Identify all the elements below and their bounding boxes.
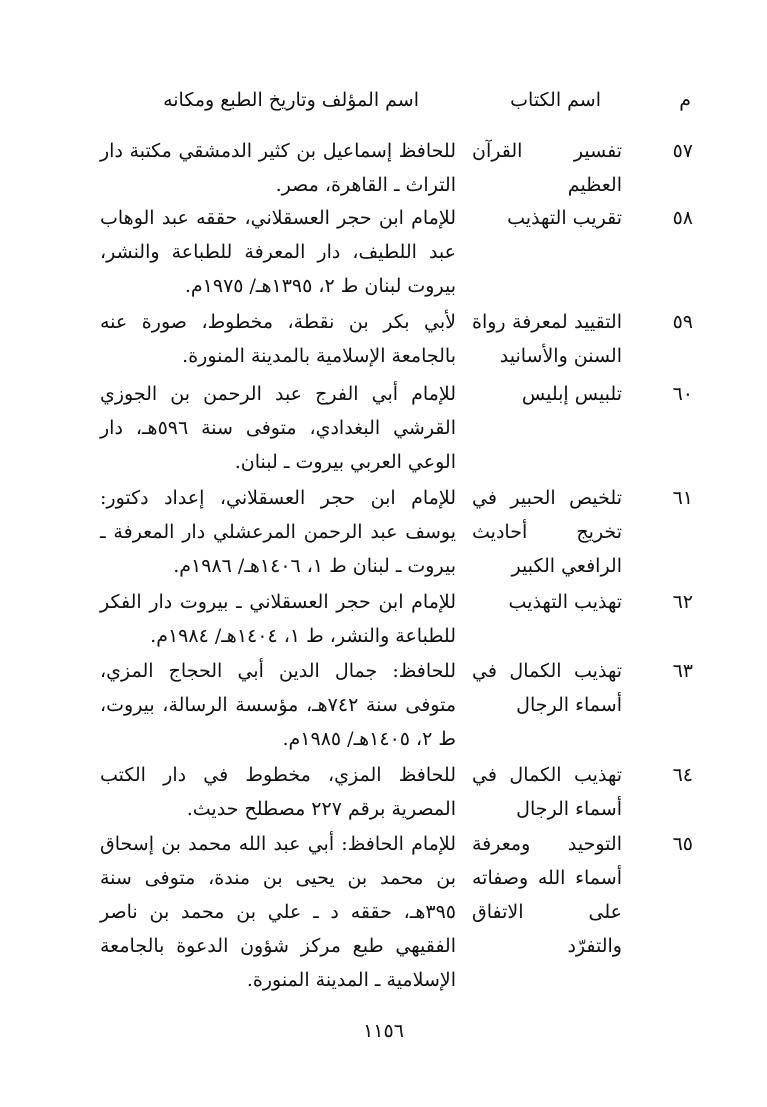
entry-number: ٦٤	[672, 764, 693, 786]
entry-book-title: تلبيس إبليس	[521, 383, 622, 405]
entry-book-title: تهذيب الكمال في أسماء الرجال	[472, 764, 622, 820]
entry-author-details: للإمام ابن حجر العسقلاني، إعداد دكتور: يوسف عبد الرحمن المرعشلي دار المعرفة ـ بيروت ـ لبنان ط ١، ١٤٠٦هـ/ ١٩٨٦م.	[100, 487, 456, 577]
entry-number: ٥٧	[672, 140, 693, 162]
entry-number: ٦٢	[672, 591, 693, 613]
table-row	[0, 377, 767, 481]
entry-number: ٦١	[672, 487, 693, 509]
entry-book-title: تهذيب التهذيب	[508, 591, 622, 613]
page-number: ١١٥٦	[363, 1020, 404, 1042]
entry-book-title: التقييد لمعرفة رواة السنن والأسانيد	[472, 311, 622, 367]
entry-number: ٥٨	[672, 207, 693, 229]
entry-book-title: تلخيص الحبير في تخريج أحاديث الرافعي الكبير	[472, 487, 622, 577]
entry-author-details: للحافظ إسماعيل بن كثير الدمشقي مكتبة دار التراث ـ القاهرة، مصر.	[100, 140, 456, 196]
entry-book-title: تقريب التهذيب	[507, 207, 622, 229]
table-row	[0, 654, 767, 758]
header-number: م	[679, 89, 691, 111]
table-row	[0, 758, 767, 827]
table-row	[0, 201, 767, 305]
entry-author-details: للإمام أبي الفرج عبد الرحمن بن الجوزي القرشي البغدادي، متوفى سنة ٥٩٦هـ، دار الوعي العربي بيروت ـ لبنان.	[100, 383, 456, 473]
table-row	[0, 134, 767, 201]
entry-author-details: للإمام ابن حجر العسقلاني ـ بيروت دار الفكر للطباعة والنشر، ط ١، ١٤٠٤هـ/ ١٩٨٤م.	[100, 591, 456, 647]
entry-book-title: التوحيد ومعرفة أسماء الله وصفاته على الاتفاق والتفرّد	[472, 833, 622, 957]
entry-book-title: تفسير القرآن العظيم	[472, 140, 622, 196]
entry-author-details: لأبي بكر بن نقطة، مخطوط، صورة عنه بالجامعة الإسلامية بالمدينة المنورة.	[100, 311, 456, 367]
table-row	[0, 305, 767, 377]
entry-number: ٦٣	[672, 660, 693, 682]
table-row	[0, 481, 767, 585]
entry-number: ٦٥	[672, 833, 693, 855]
header-book-title: اسم الكتاب	[510, 89, 601, 111]
entry-author-details: للحافظ المزي، مخطوط في دار الكتب المصرية برقم ٢٢٧ مصطلح حديث.	[100, 764, 456, 820]
entry-author-details: للحافظ: جمال الدين أبي الحجاج المزي، متوفى سنة ٧٤٢هـ، مؤسسة الرسالة، بيروت، ط ٢، ١٤٠٥هـ/ ١٩٨٥م.	[100, 660, 456, 750]
entry-number: ٦٠	[672, 383, 693, 405]
entry-number: ٥٩	[672, 311, 693, 333]
table-header	[0, 84, 767, 118]
entry-book-title: تهذيب الكمال في أسماء الرجال	[472, 660, 622, 716]
entry-author-details: للإمام ابن حجر العسقلاني، حققه عبد الوهاب عبد اللطيف، دار المعرفة للطباعة والنشر، بيروت لبنان ط ٢، ١٣٩٥هـ/ ١٩٧٥م.	[100, 207, 456, 297]
table-row	[0, 827, 767, 997]
header-author-publication: اسم المؤلف وتاريخ الطبع ومكانه	[163, 89, 419, 111]
entry-author-details: للإمام الحافظ: أبي عبد الله محمد بن إسحاق بن محمد بن يحيى بن مندة، متوفى سنة ٣٩٥هـ، حققه د ـ علي بن محمد بن ناصر الفقيهي طبع مركز شؤون الدعوة بالجامعة الإسلامية ـ المدينة المنورة.	[100, 833, 456, 991]
table-row	[0, 585, 767, 654]
bibliography-list	[0, 134, 767, 997]
